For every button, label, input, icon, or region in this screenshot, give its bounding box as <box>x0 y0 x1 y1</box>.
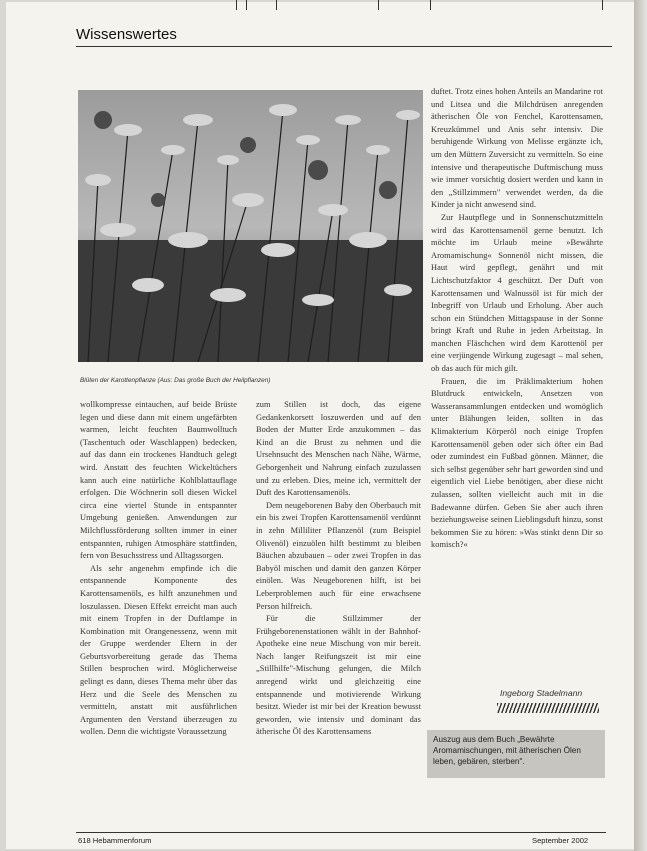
paragraph: wollkompresse eintauchen, auf beide Brüste legen und diese dann mit einem ungefärbten warmen, leicht feuchten Baumwolltuch (Taschentuch oder Waschlappen) bedecken, auf das dann ein trockenes Handtuch gelegt wird. Anstatt des feuchten Wickeltüchers kann auch eine natürliche Kohlblattauflage erfolgen. Die Wöchnerin soll diesen Wickel circa eine viertel Stunde in entspannter Umgebung genießen. Anwendungen zur Milchflussförderung sollten immer in einer entspannten, ruhigen Atmosphäre stattfinden, fern von Besuchsstress und Alltagssorgen. <box>80 400 237 561</box>
crop-mark <box>602 0 603 10</box>
source-box: Auszug aus dem Buch „Bewährte Aromamischungen, mit ätherischen Ölen leben, gebären, sterben". <box>427 730 605 778</box>
signature-hatch <box>497 703 599 713</box>
footer-date: September 2002 <box>532 836 589 845</box>
article-column-2 <box>256 399 421 739</box>
paragraph: Dem neugeborenen Baby den Oberbauch mit ein bis zwei Tropfen Karottensamenöl verdünnt in zehn Milliliter Pflanzenöl (zum Beispiel Olivenöl) einzuölen hilft bestimmt zu bleiben Bäuchen abzubauen – oder zwei Tropfen in das Babyöl mischen und damit den ganzen Körper einölen. Was Neugeborenen hilft, ist bei Leberproblemen auch für eine erwachsene Person hilfreich. <box>256 500 421 611</box>
photo-caption: Blüten der Karottenpflanze (Aus: Das große Buch der Heilpflanzen) <box>80 377 271 384</box>
article-column-3 <box>431 86 603 552</box>
flower-photo <box>78 90 423 362</box>
page-edge <box>634 0 647 851</box>
crop-mark <box>276 0 277 10</box>
crop-mark <box>246 0 247 10</box>
paragraph: zum Stillen ist doch, das eigene Gedankenkorsett loszuwerden und auf den Boden der Mutter Erde anzukommen – das Kind an die Brust zu nehmen und die Ursehnsucht des Menschen nach Nähe, Wärme, Geborgenheit und Nahrung einfach zuzulassen und zu erleben. Dies, meine ich, vermittelt der Duft des Karottensamenöls. <box>256 400 421 498</box>
paragraph: Zur Hautpflege und in Sonnenschutzmitteln wird das Karottensamenöl gerne benutzt. Ich möchte im Urlaub meine »Bewährte Aromamischung« Sonnenöl nicht missen, die Haut wird gepflegt, genährt und mit Lichtschutzfaktor 4 geschützt. Der Duft von Karottensamen und Walnussöl ist für mich der Inbegriff von Urlaub und Erholung. Aber auch schon ein Stündchen Mittagspause in der Sonne bringt Kraft und Ruhe in jeden Arbeitstag. In manchen Fläschchen wird dem Karottenöl per eine verjüngende Wirkung zugesagt – mal sehen, ob das auch für mich gilt. <box>431 212 603 374</box>
footer-page-number: 618 Hebammenforum <box>78 836 152 845</box>
section-rule <box>76 46 612 47</box>
crop-mark <box>378 0 379 10</box>
paragraph: Als sehr angenehm empfinde ich die entspannende Komponente des Karottensamenöls, es hilft anzunehmen und loszulassen. Diesen Effekt erreicht man auch mit einem Tropfen in der Duftlampe in Kombination mit Orangenessenz, wenn mit der Gruppe werdender Eltern in der Geburtsvorbereitung gerade das Thema Stillen besprochen wird. Möglicherweise gelingt es dann, dieses Thema mehr über das Herz und die Seele des Menschen zu vermitteln, anstatt mit ausführlichen Argumenten den Verstand überzeugen zu wollen. Denn die wichtigste Voraussetzung <box>80 563 237 737</box>
article-column-1 <box>80 399 237 739</box>
crop-mark <box>236 0 237 10</box>
paragraph: duftet. Trotz eines hohen Anteils an Mandarine rot und Litsea und die Milchdrüsen anregenden ätherischen Öle von Fenchel, Karottensamen, Kreuzkümmel und Anis sehr intensiv. Die beruhigende Wirkung von Melisse ergänzte ich, um den Müttern Zuversicht zu vermitteln. So eine intensive und therapeutische Duftmischung muss wie immer vorsichtig dosiert werden und kann in den „Stillzimmern" verwendet werden, da die Kinder ja nicht anwesend sind. <box>431 87 603 210</box>
author-name: Ingeborg Stadelmann <box>500 688 583 698</box>
section-title: Wissenswertes <box>76 26 177 43</box>
crop-mark <box>430 0 431 10</box>
footer-rule <box>76 832 606 833</box>
paragraph: Für die Stillzimmer der Frühgeborenenstationen wählt in der Bahnhof-Apotheke eine neue Mischung von mir bereit. Nach langer Reifungszeit ist mir eine „Stillhilfe"-Mischung gelungen, die Milch anregend wirkt und gleichzeitig eine entspannende und motivierende Wirkung besitzt. Wieder ist mir bei der Kreation bewusst geworden, wie intensiv und dominant das ätherische Öl des Karottensamens <box>256 614 421 737</box>
photo-illustration <box>78 90 423 362</box>
paragraph: Frauen, die im Präklimakterium hohen Blutdruck entwickeln, Ansetzen von Wasseransammlungen entdecken und womöglich unter Blähungen leiden, sollten in das Klimakterium Körperöl noch einige Tropfen Karottensamenöl geben oder sich öfter ein Bad oder zumindest ein Fußbad gönnen. Männer, die sich selbst gegenüber sehr hart geworden sind und eigentlich viel Liebe benötigen, aber diese nicht zulassen, sollten vielleicht auch mit in die Badewanne dürfen. Geben Sie aber auch ihren beziehungsweise seinen Lieblingsduft hinzu, sonst bekommen Sie zu hören: »Was stinkt denn Dir so komisch?« <box>431 376 604 550</box>
